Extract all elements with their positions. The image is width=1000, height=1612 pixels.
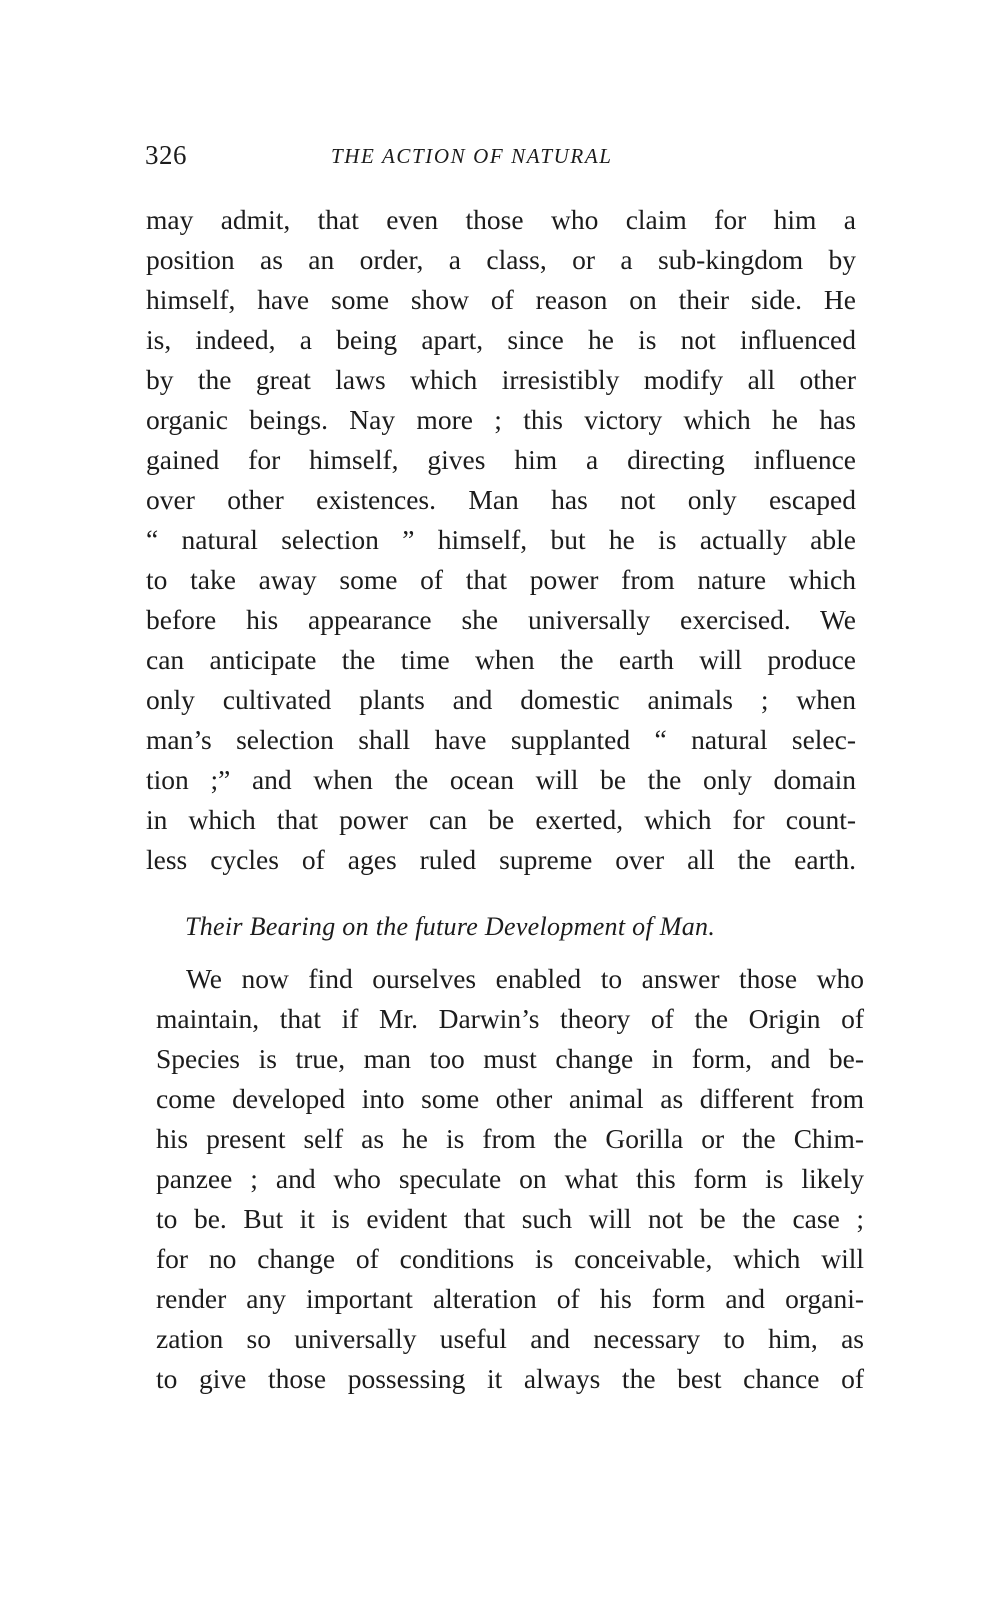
text-line: tion ;” and when the ocean will be the only domain: [146, 764, 856, 795]
text-line: “ natural selection ” himself, but he is actually able: [146, 524, 856, 555]
text-line: zation so universally useful and necessary to him, as: [156, 1323, 864, 1354]
text-line: to take away some of that power from nature which: [146, 564, 856, 595]
running-head: THE ACTION OF NATURAL: [331, 144, 613, 168]
text-line: over other existences. Man has not only escaped: [146, 484, 856, 515]
text-line: less cycles of ages ruled supreme over all the earth.: [146, 844, 856, 875]
text-line: panzee ; and who speculate on what this form is likely: [156, 1163, 864, 1194]
section-heading: Their Bearing on the future Development of Man.: [185, 912, 716, 941]
page-header: [145, 140, 865, 180]
text-line: to be. But it is evident that such will not be the case ;: [156, 1203, 864, 1234]
paragraph-1: [146, 200, 856, 880]
text-line: may admit, that even those who claim for him a: [146, 204, 856, 235]
text-line: man’s selection shall have supplanted “ natural selec-: [146, 724, 856, 755]
text-line: before his appearance she universally exercised. We: [146, 604, 856, 635]
text-line: in which that power can be exerted, which for count-: [146, 804, 856, 835]
paragraph-2: [156, 959, 864, 1399]
text-line: organic beings. Nay more ; this victory which he has: [146, 404, 856, 435]
text-line: his present self as he is from the Gorilla or the Chim-: [156, 1123, 864, 1154]
text-line: gained for himself, gives him a directing influence: [146, 444, 856, 475]
text-line: for no change of conditions is conceivable, which will: [156, 1243, 864, 1274]
text-line: only cultivated plants and domestic animals ; when: [146, 684, 856, 715]
text-line: is, indeed, a being apart, since he is not influenced: [146, 324, 856, 355]
text-line: render any important alteration of his form and organi-: [156, 1283, 864, 1314]
text-line: himself, have some show of reason on their side. He: [146, 284, 856, 315]
text-line: come developed into some other animal as different from: [156, 1083, 864, 1114]
text-line: can anticipate the time when the earth will produce: [146, 644, 856, 675]
text-line: to give those possessing it always the best chance of: [156, 1363, 864, 1394]
text-line: by the great laws which irresistibly modify all other: [146, 364, 856, 395]
text-line: Species is true, man too must change in form, and be-: [156, 1043, 864, 1074]
text-line: position as an order, a class, or a sub-kingdom by: [146, 244, 856, 275]
text-line: maintain, that if Mr. Darwin’s theory of the Origin of: [156, 1003, 864, 1034]
page-number: 326: [145, 140, 187, 170]
text-line: We now find ourselves enabled to answer those who: [186, 963, 864, 994]
